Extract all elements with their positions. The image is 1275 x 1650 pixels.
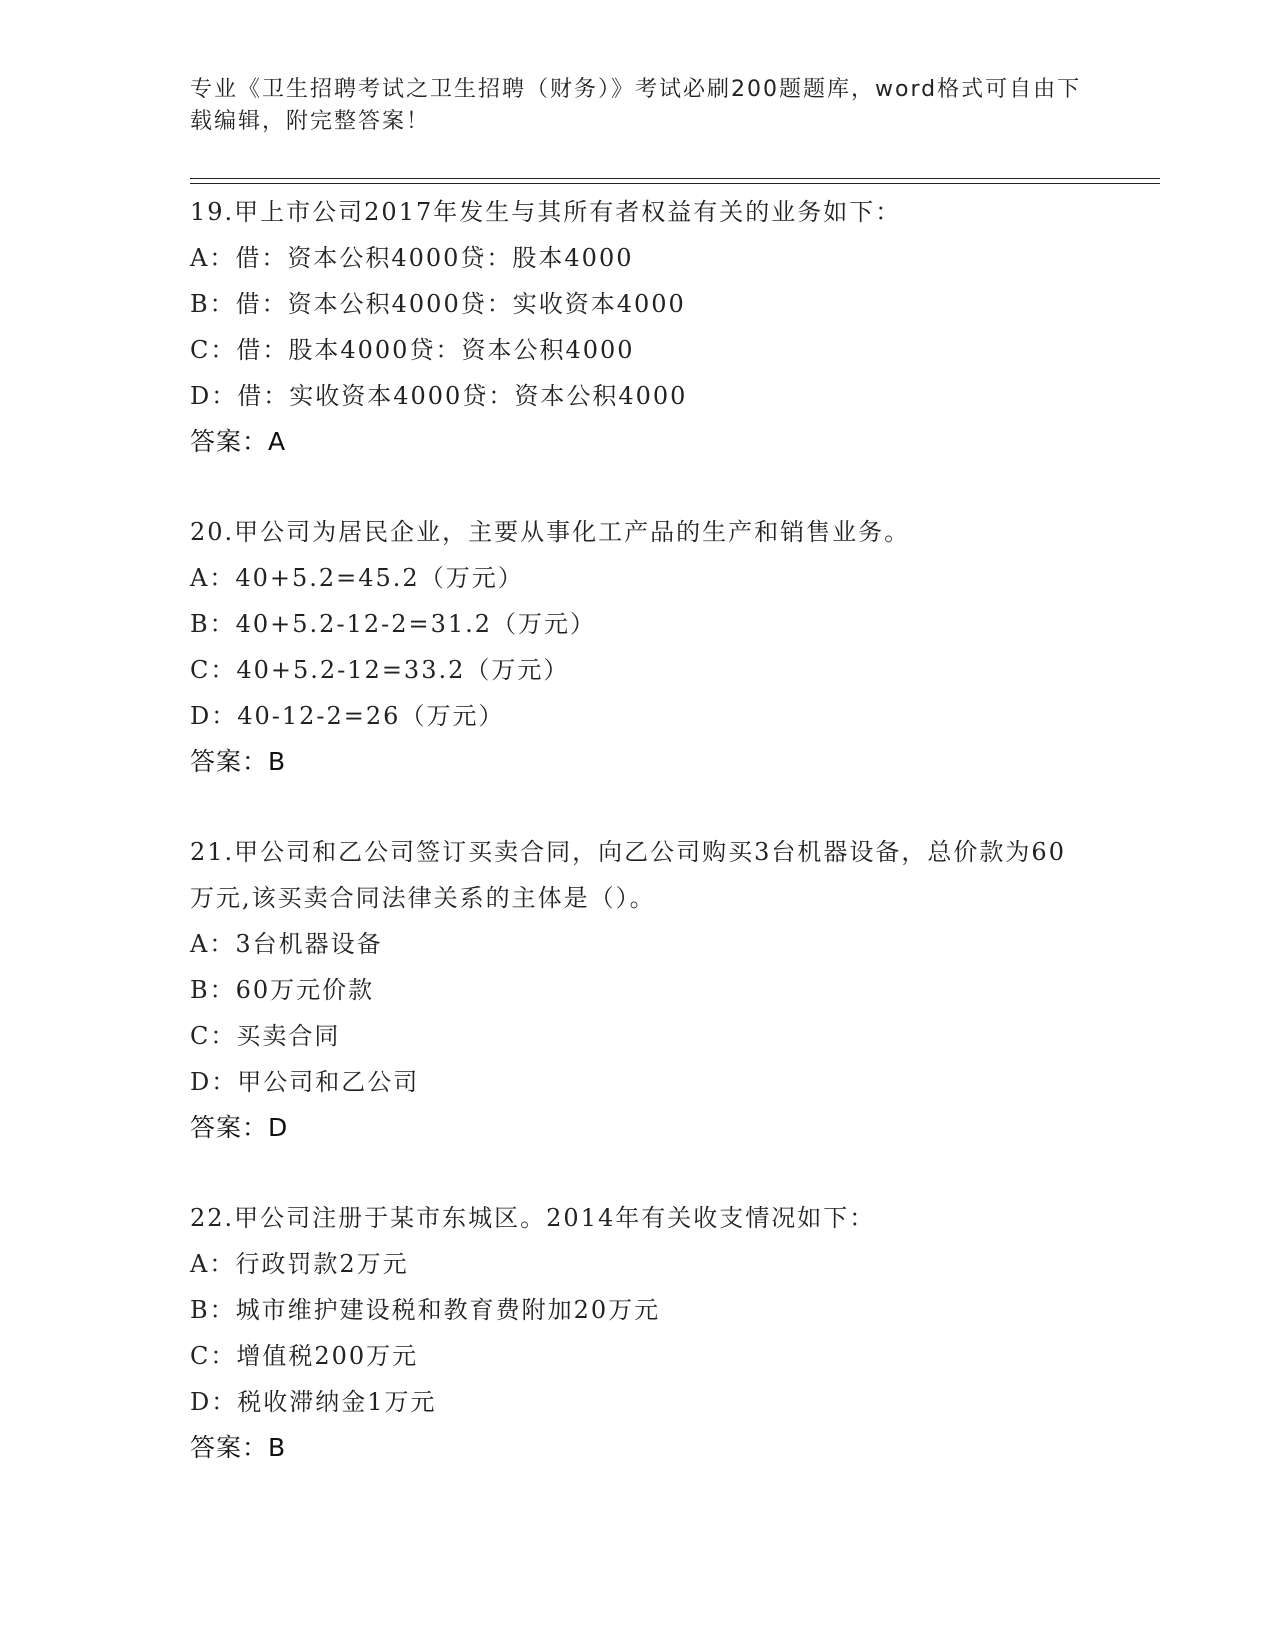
option-b: B：60万元价款: [190, 976, 375, 1004]
option-d: D：税收滞纳金1万元: [190, 1388, 437, 1416]
question-21: [190, 829, 1090, 1151]
question-stem: 22.甲公司注册于某市东城区。2014年有关收支情况如下：: [190, 1204, 876, 1232]
option-b: B：城市维护建设税和教育费附加20万元: [190, 1296, 661, 1324]
question-stem: 20.甲公司为居民企业，主要从事化工产品的生产和销售业务。: [190, 518, 911, 546]
option-d: D：借：实收资本4000贷：资本公积4000: [190, 382, 688, 410]
option-c: C：借：股本4000贷：资本公积4000: [190, 336, 635, 364]
question-stem: 21.甲公司和乙公司签订买卖合同，向乙公司购买3台机器设备，总价款为60万元,该买卖合同法律关系的主体是（）。: [190, 838, 1066, 912]
document-header: 专业《卫生招聘考试之卫生招聘（财务）》考试必刷200题题库，word格式可自由下载编辑，附完整答案！: [190, 77, 1082, 134]
question-stem: 19.甲上市公司2017年发生与其所有者权益有关的业务如下：: [190, 198, 902, 226]
question-22: [190, 1195, 1090, 1471]
question-19: [190, 189, 1090, 465]
option-a: A：40+5.2=45.2（万元）: [190, 564, 524, 592]
header-rule-bottom: [190, 183, 1160, 184]
header-rule-top: [190, 178, 1160, 179]
answer: 答案：B: [190, 1433, 287, 1462]
answer: 答案：B: [190, 747, 287, 776]
answer: 答案：D: [190, 1113, 289, 1142]
option-a: A：借：资本公积4000贷：股本4000: [190, 244, 634, 272]
question-20: [190, 509, 1090, 785]
option-c: C：增值税200万元: [190, 1342, 419, 1370]
option-b: B：40+5.2-12-2=31.2（万元）: [190, 610, 597, 638]
option-a: A：3台机器设备: [190, 930, 383, 958]
option-c: C：40+5.2-12=33.2（万元）: [190, 656, 570, 684]
option-c: C：买卖合同: [190, 1022, 341, 1050]
option-d: D：甲公司和乙公司: [190, 1068, 420, 1096]
option-a: A：行政罚款2万元: [190, 1250, 409, 1278]
option-d: D：40-12-2=26（万元）: [190, 702, 505, 730]
option-b: B：借：资本公积4000贷：实收资本4000: [190, 290, 686, 318]
answer: 答案：A: [190, 427, 287, 456]
